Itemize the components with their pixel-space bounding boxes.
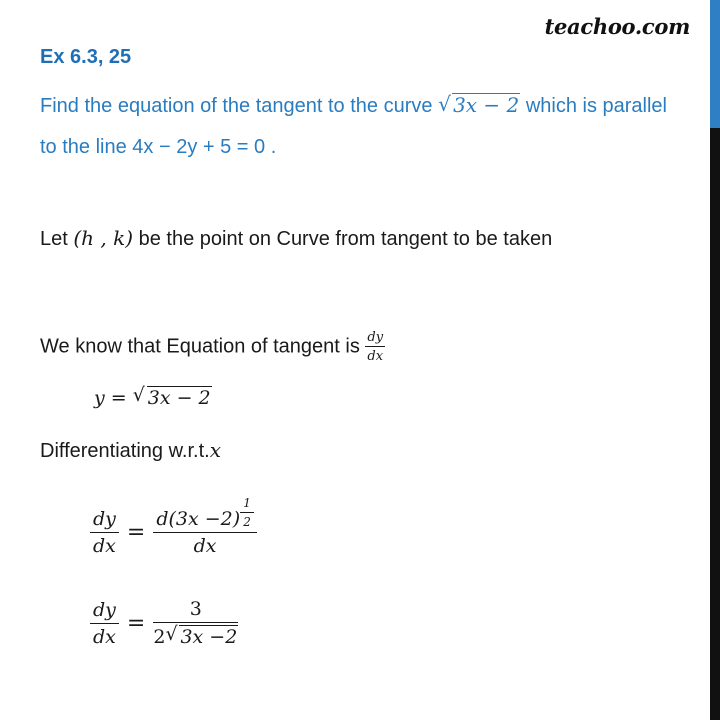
dx-denominator: dx xyxy=(367,349,384,364)
side-bar xyxy=(710,0,720,720)
exercise-number: Ex 6.3, 25 xyxy=(40,46,132,68)
question-part2: which is parallel to the line xyxy=(40,95,667,158)
know-text: We know that Equation of tangent is xyxy=(40,335,366,358)
eq2-dy: dy xyxy=(90,599,119,624)
dy-dx-fraction xyxy=(365,330,385,364)
eq2-equals: = xyxy=(126,610,146,636)
question-part1: Find the equation of the tangent to the curve xyxy=(40,95,439,117)
eq1-rhs xyxy=(153,496,256,557)
y-equation xyxy=(94,386,212,409)
question-end: . xyxy=(265,136,277,158)
eq2-denominator xyxy=(153,623,238,648)
diff-prefix: Differentiating w.r.t. xyxy=(40,440,210,462)
let-statement xyxy=(40,226,552,251)
eq1-exponent xyxy=(240,496,254,529)
eq2-radicand: 3x −2 xyxy=(180,626,238,648)
eq1-denominator: dx xyxy=(193,535,217,557)
curve-sqrt xyxy=(438,86,520,127)
eq2-sqrt xyxy=(165,625,238,648)
question-text xyxy=(40,86,680,168)
y-eq-sqrt xyxy=(133,386,212,409)
differentiating-line xyxy=(40,438,221,463)
let-suffix: be the point on Curve from tangent to be taken xyxy=(133,228,553,250)
eq2-den-coef: 2 xyxy=(153,626,166,648)
side-bar-accent xyxy=(710,0,720,128)
teachoo-logo: teachoo.com xyxy=(544,14,690,39)
derivative-equation-1 xyxy=(90,496,257,557)
exp-den: 2 xyxy=(243,515,251,529)
eq2-lhs xyxy=(90,599,119,648)
curve-radicand: 3x − 2 xyxy=(453,93,520,117)
eq1-dy: dy xyxy=(90,508,119,533)
derivative-equation-2 xyxy=(90,598,238,648)
point-hk: (h , k) xyxy=(73,226,134,250)
diff-var: x xyxy=(209,438,221,462)
know-statement xyxy=(40,330,385,364)
eq2-numerator: 3 xyxy=(153,598,238,623)
line-equation: 4x − 2y + 5 = 0 xyxy=(132,136,266,158)
y-eq-radicand: 3x − 2 xyxy=(147,387,211,409)
eq1-lhs xyxy=(90,508,119,557)
y-eq-lhs: y = xyxy=(94,387,133,409)
let-prefix: Let xyxy=(40,228,74,250)
dy-numerator: dy xyxy=(367,330,384,345)
eq1-equals: = xyxy=(126,520,146,545)
eq2-rhs xyxy=(153,598,238,648)
eq2-dx: dx xyxy=(93,625,116,648)
eq1-dx: dx xyxy=(93,535,116,557)
eq1-numerator xyxy=(153,496,256,533)
eq1-num-text: d(3x −2) xyxy=(156,508,241,530)
exp-num: 1 xyxy=(240,496,254,513)
